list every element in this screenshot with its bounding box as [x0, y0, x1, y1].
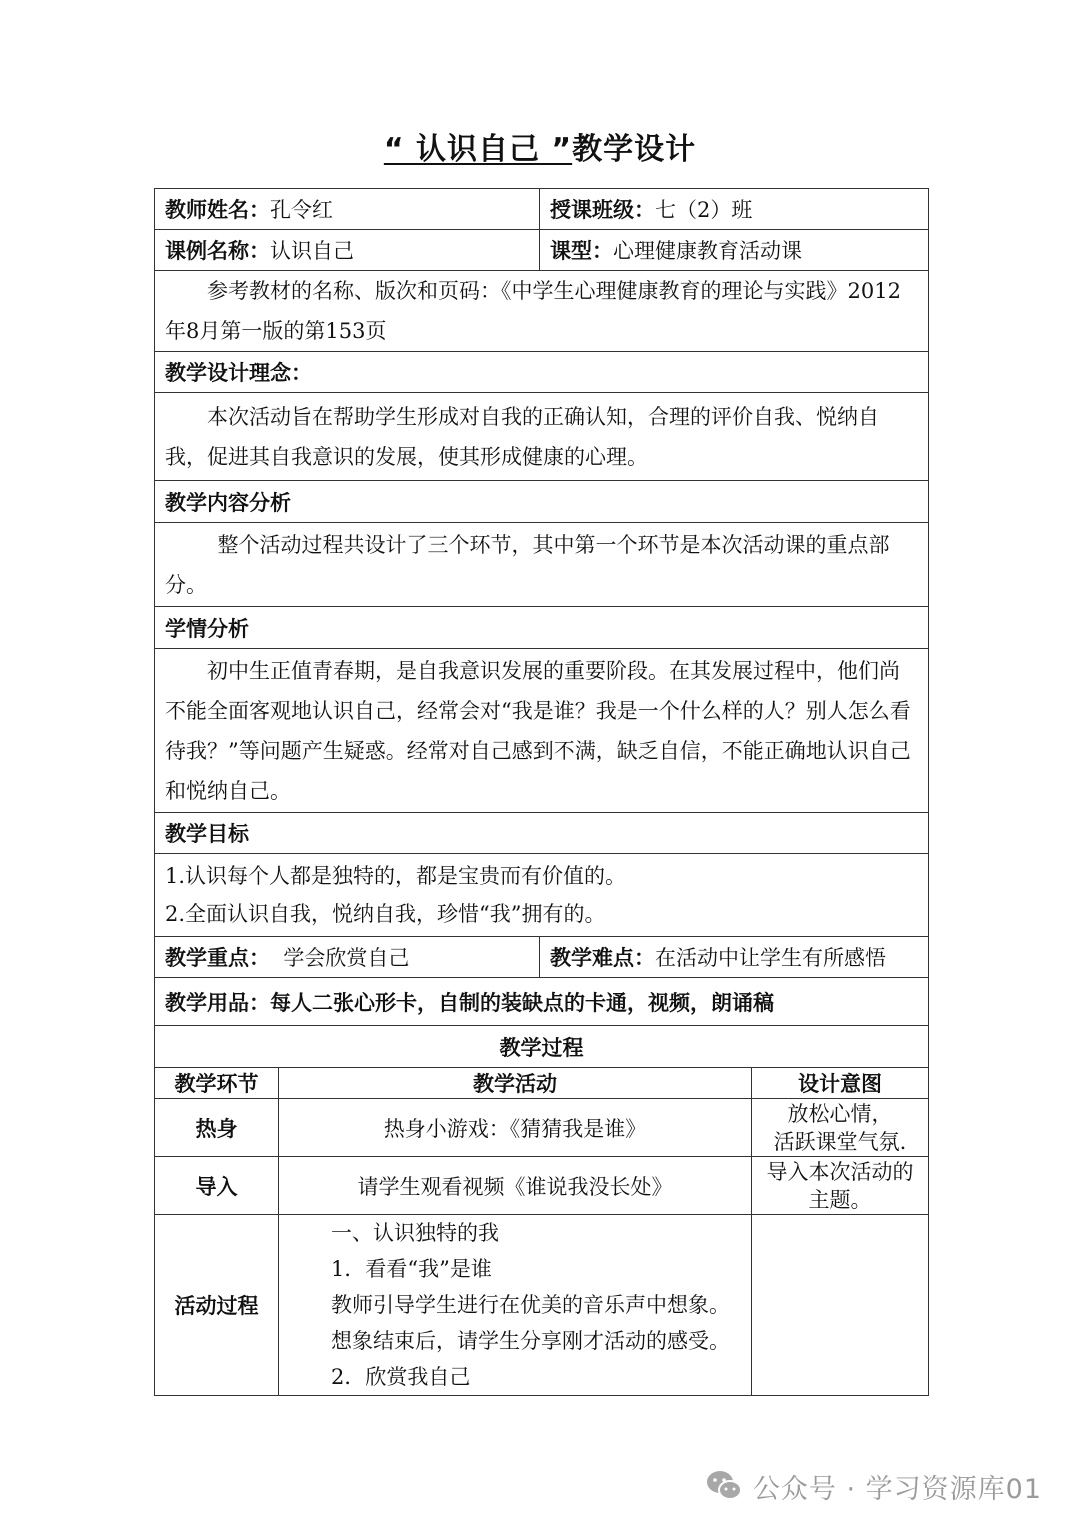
intent-line: 导入本次活动的: [766, 1159, 914, 1184]
reference-text: 参考教材的名称、版次和页码：《中学生心理健康教育的理论与实践》2012年8月第一版的第153页: [155, 271, 929, 352]
lesson-plan-table: [154, 188, 929, 1396]
table-row: [155, 1215, 929, 1396]
table-row: [155, 1157, 929, 1215]
intent-line: 活跃课堂气氛.: [773, 1129, 907, 1154]
goals-heading: 教学目标: [155, 813, 929, 854]
type-label: 课型：: [550, 239, 613, 263]
difficulty-label: 教学难点：: [550, 946, 655, 970]
document-title-suffix: 教学设计: [572, 132, 697, 167]
concept-heading: 教学设计理念：: [155, 352, 929, 393]
goal-item: 2.全面认识自我，悦纳自我，珍惜“我”拥有的。: [165, 902, 606, 926]
intent-cell: [752, 1157, 929, 1215]
lesson-label: 课例名称：: [165, 239, 270, 263]
column-stage-header: 教学环节: [155, 1068, 279, 1099]
goals-row: [155, 854, 929, 937]
difficulty-cell: [540, 937, 929, 978]
student-heading: 学情分析: [155, 607, 929, 649]
intent-cell: [752, 1099, 929, 1157]
content-text-row: [155, 523, 929, 607]
activity-cell: 热身小游戏：《猜猜我是谁》: [279, 1099, 752, 1157]
document-title: [0, 128, 1080, 172]
intent-cell: [752, 1215, 929, 1396]
activity-cell: 请学生观看视频《谁说我没长处》: [279, 1157, 752, 1215]
process-heading: 教学过程: [155, 1026, 929, 1068]
class-cell: [540, 189, 929, 230]
activity-line: 教师引导学生进行在优美的音乐声中想象。: [331, 1293, 730, 1317]
intent-line: 放松心情，: [787, 1101, 893, 1126]
goal-item: 1.认识每个人都是独特的，都是宝贵而有价值的。: [165, 864, 627, 888]
goals-list: [155, 854, 929, 937]
teacher-cell: [155, 189, 540, 230]
goals-heading-row: [155, 813, 929, 854]
materials-row: [155, 978, 929, 1026]
content-text: 整个活动过程共设计了三个环节，其中第一个环节是本次活动课的重点部分。: [155, 523, 929, 607]
activity-line: 2．欣赏我自己: [331, 1365, 471, 1389]
student-heading-row: [155, 607, 929, 649]
teacher-class-row: [155, 189, 929, 230]
lesson-cell: [155, 230, 540, 271]
teacher-label: 教师姓名：: [165, 198, 270, 222]
activity-line: 想象结束后，请学生分享刚才活动的感受。: [331, 1329, 730, 1353]
watermark: [705, 1462, 1042, 1510]
column-intent-header: 设计意图: [752, 1068, 929, 1099]
activity-cell: [279, 1215, 752, 1396]
key-difficulty-row: [155, 937, 929, 978]
watermark-text: 公众号 · 学习资源库01: [752, 1473, 1042, 1505]
lesson-type-row: [155, 230, 929, 271]
lesson-value: 认识自己: [270, 239, 354, 263]
key-cell: [155, 937, 540, 978]
table-row: [155, 1099, 929, 1157]
key-value: 学会欣赏自己: [283, 946, 410, 970]
materials-text: 教学用品：每人二张心形卡，自制的装缺点的卡通，视频，朗诵稿: [155, 978, 929, 1026]
wechat-icon: [705, 1469, 743, 1503]
difficulty-value: 在活动中让学生有所感悟: [655, 946, 886, 970]
process-heading-row: [155, 1026, 929, 1068]
concept-text: 本次活动旨在帮助学生形成对自我的正确认知，合理的评价自我、悦纳自我，促进其自我意识的发展，使其形成健康的心理。: [155, 393, 929, 481]
reference-row: [155, 271, 929, 352]
concept-text-row: [155, 393, 929, 481]
key-label: 教学重点：: [165, 946, 270, 970]
content-heading-row: [155, 481, 929, 523]
concept-heading-row: [155, 352, 929, 393]
class-value: 七（2）班: [655, 198, 753, 222]
activity-line: 1．看看“我”是谁: [331, 1257, 492, 1281]
class-label: 授课班级：: [550, 198, 655, 222]
type-cell: [540, 230, 929, 271]
stage-cell: 导入: [155, 1157, 279, 1215]
content-heading: 教学内容分析: [155, 481, 929, 523]
type-value: 心理健康教育活动课: [613, 239, 802, 263]
student-text: 初中生正值青春期，是自我意识发展的重要阶段。在其发展过程中，他们尚不能全面客观地认识自己，经常会对“我是谁？我是一个什么样的人？别人怎么看待我？”等问题产生疑惑。经常对自己感到不满，缺乏自信，不能正确地认识自己和悦纳自己。: [155, 649, 929, 813]
student-text-row: [155, 649, 929, 813]
teacher-value: 孔令红: [270, 198, 333, 222]
column-activity-header: 教学活动: [279, 1068, 752, 1099]
stage-cell: 活动过程: [155, 1215, 279, 1396]
document-title-prefix: “ 认识自己 ”: [383, 132, 573, 167]
intent-line: 主题。: [808, 1187, 872, 1212]
process-columns-row: [155, 1068, 929, 1099]
stage-cell: 热身: [155, 1099, 279, 1157]
activity-line: 一、认识独特的我: [331, 1221, 499, 1245]
